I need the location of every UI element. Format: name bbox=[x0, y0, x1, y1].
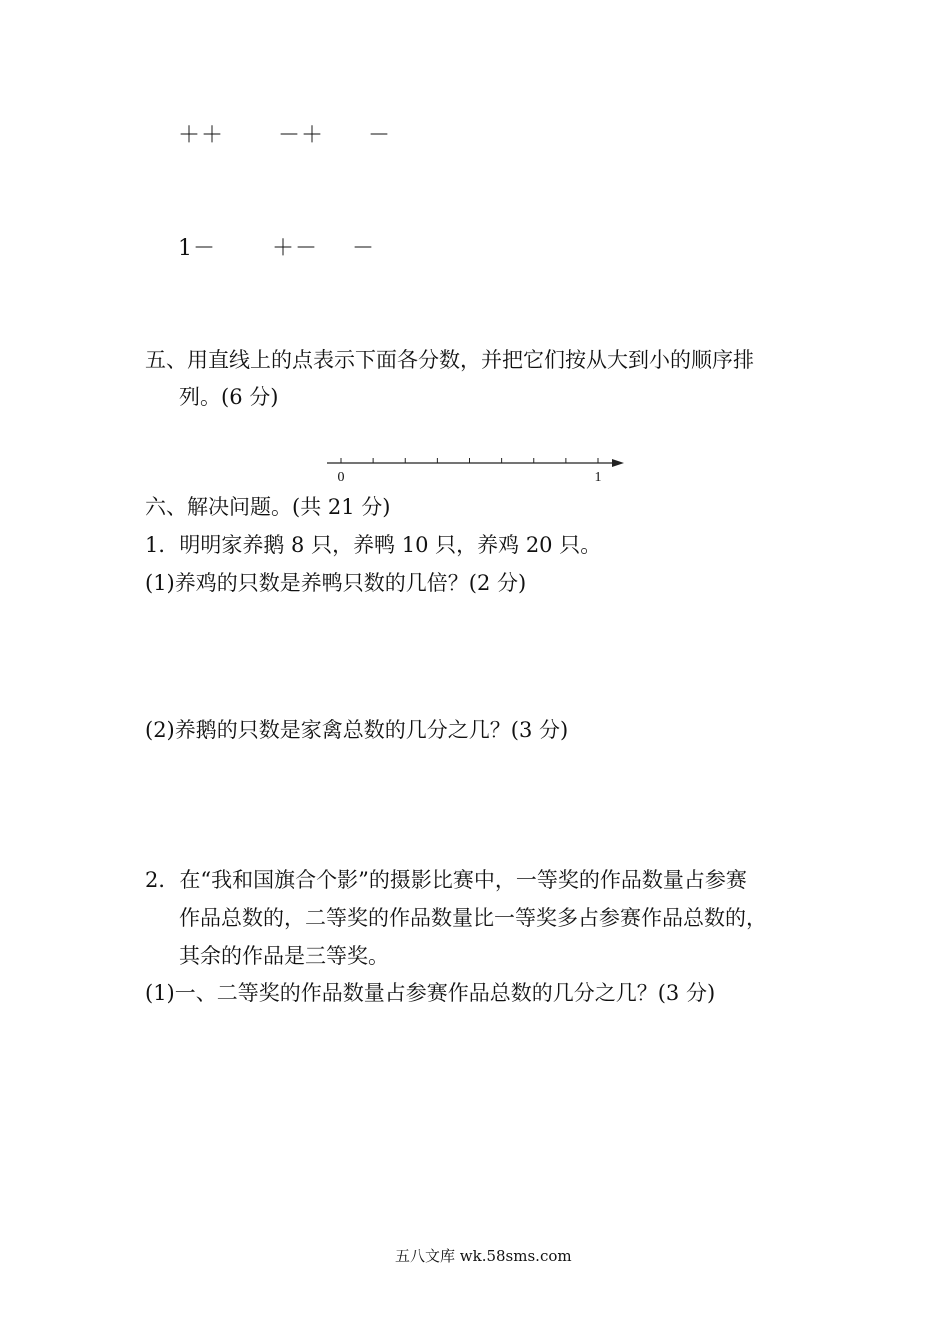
number-line-end-label: 1 bbox=[594, 470, 602, 484]
question-1-stem: 1．明明家养鹅 8 只，养鸭 10 只，养鸡 20 只。 bbox=[145, 533, 602, 557]
expression-2-2: ＋－ bbox=[272, 236, 319, 261]
expression-1-3: － bbox=[368, 123, 392, 148]
question-1-part-1: (1)养鸡的只数是养鸭只数的几倍？(2 分) bbox=[145, 571, 527, 595]
number-line bbox=[322, 452, 632, 484]
question-2-stem-line-2: 作品总数的，二等奖的作品数量比一等奖多占参赛作品总数的， bbox=[179, 906, 767, 930]
expression-1-1: ＋＋ bbox=[178, 123, 225, 148]
number-line-ticks bbox=[341, 458, 598, 463]
question-2-stem-line-3: 其余的作品是三等奖。 bbox=[179, 944, 389, 968]
question-1-part-2: (2)养鹅的只数是家禽总数的几分之几？(3 分) bbox=[145, 718, 569, 742]
section-5-heading-cont: 列。(6 分) bbox=[179, 385, 279, 409]
footer-watermark: 五八文库 wk.58sms.com bbox=[395, 1247, 572, 1265]
question-2-part-1: (1)一、二等奖的作品数量占参赛作品总数的几分之几？(3 分) bbox=[145, 981, 716, 1005]
expression-2-1: 1－ bbox=[178, 236, 216, 261]
number-line-arrow bbox=[612, 459, 624, 467]
section-5-heading: 五、用直线上的点表示下面各分数，并把它们按从大到小的顺序排 bbox=[145, 348, 754, 372]
question-2-stem-line-1: 2．在“我和国旗合个影”的摄影比赛中，一等奖的作品数量占参赛 bbox=[145, 868, 747, 892]
expression-1-2: －＋ bbox=[278, 123, 325, 148]
number-line-start-label: 0 bbox=[337, 470, 345, 484]
expression-2-3: － bbox=[352, 236, 376, 261]
section-6-heading: 六、解决问题。(共 21 分) bbox=[145, 495, 391, 519]
